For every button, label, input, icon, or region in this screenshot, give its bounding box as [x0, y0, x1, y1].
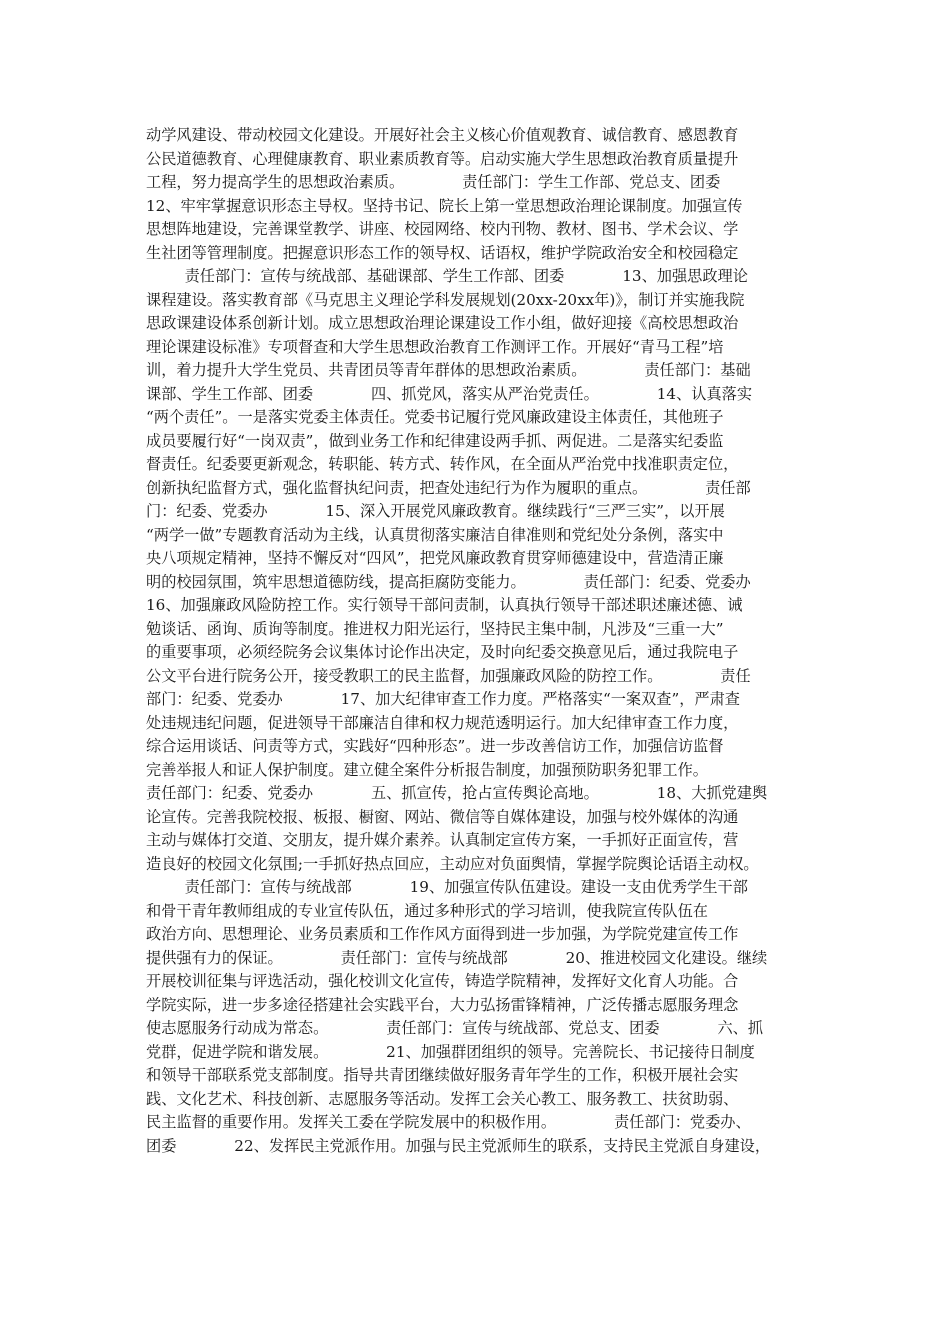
text-line: 政治方向、思想理论、业务员素质和工作作风方面得到进一步加强，为学院党建宣传工作 [146, 925, 739, 943]
text-line: “两学一做”专题教育活动为主线，认真贯彻落实廉洁自律准则和党纪处分条例，落实中 [146, 525, 724, 544]
text-line: 学院实际，进一步多途径搭建社会实践平台，大力弘扬雷锋精神，广泛传播志愿服务理念 [146, 995, 739, 1014]
text-line: 完善举报人和证人保护制度。建立健全案件分析报告制度，加强预防职务犯罪工作。 [146, 760, 708, 779]
text-line: 党群，促进学院和谐发展。 21、加强群团组织的领导。完善院长、书记接待日制度 [146, 1042, 755, 1061]
text-line: 课部、学生工作部、团委 四、抓党风，落实从严治党责任。 14、认真落实 [146, 384, 753, 403]
text-line: 开展校训征集与评选活动，强化校训文化宣传，铸造学院精神，发挥好文化育人功能。合 [146, 972, 739, 990]
body-text [146, 124, 826, 1158]
text-line: 的重要事项，必须经院务会议集体讨论作出决定，及时向纪委交换意见后，通过我院电子 [146, 643, 739, 661]
text-line: 门：纪委、党委办 15、深入开展党风廉政教育。继续践行“三严三实”，以开展 [146, 502, 725, 520]
text-line: 部门：纪委、党委办 17、加大纪律审查工作力度。严格落实“一案双查”，严肃查 [146, 690, 740, 708]
text-line: 责任部门：纪委、党委办 五、抓宣传，抢占宣传舆论高地。 18、大抓党建舆 [146, 784, 768, 802]
text-line: 思想阵地建设，完善课堂教学、讲座、校园网络、校内刊物、教材、图书、学术会议、学 [146, 220, 739, 238]
text-line: 动学风建设、带动校园文化建设。开展好社会主义核心价值观教育、诚信教育、感恩教育 [146, 126, 739, 144]
text-line: 责任部门：宣传与统战部 19、加强宣传队伍建设。建设一支由优秀学生干部 [146, 878, 748, 896]
text-line: 12、牢牢掌握意识形态主导权。坚持书记、院长上第一堂思想政治理论课制度。加强宣传 [146, 196, 743, 215]
text-line: 央八项规定精神，坚持不懈反对“四风”，把党风廉政教育贯穿师德建设中，营造清正廉 [146, 549, 724, 567]
text-line: 创新执纪监督方式，强化监督执纪问责，把查处违纪行为作为履职的重点。 责任部 [146, 478, 751, 497]
text-line: 和骨干青年教师组成的专业宣传队伍，通过多种形式的学习培训，使我院宣传队伍在 [146, 901, 708, 920]
text-line: 论宣传。完善我院校报、板报、橱窗、网站、微信等自媒体建设，加强与校外媒体的沟通 [146, 807, 739, 826]
text-line: 公民道德教育、心理健康教育、职业素质教育等。启动实施大学生思想政治教育质量提升 [146, 149, 739, 168]
text-line: 成员要履行好“一岗双责”，做到业务工作和纪律建设两手抓、两促进。二是落实纪委监 [146, 431, 724, 450]
text-line: 提供强有力的保证。 责任部门：宣传与统战部 20、推进校园文化建设。继续 [146, 948, 768, 967]
text-line: 处违规违纪问题，促进领导干部廉洁自律和权力规范透明运行。加大纪律审查工作力度， [146, 713, 739, 732]
text-line: 明的校园氛围，筑牢思想道德防线，提高拒腐防变能力。 责任部门：纪委、党委办 [146, 572, 751, 591]
text-line: 公文平台进行院务公开，接受教职工的民主监督，加强廉政风险的防控工作。 责任 [146, 666, 751, 685]
text-line: 课程建设。落实教育部《马克思主义理论学科发展规划(20xx-20xx年)》，制订并实施我院 [146, 290, 745, 309]
text-line: 训，着力提升大学生党员、共青团员等青年群体的思想政治素质。 责任部门：基础 [146, 361, 751, 379]
text-line: 工程，努力提高学生的思想政治素质。 责任部门：学生工作部、党总支、团委 [146, 173, 721, 191]
text-line: 勉谈话、函询、质询等制度。推进权力阳光运行，坚持民主集中制，凡涉及“三重一大” [146, 619, 724, 638]
text-line: 思政课建设体系创新计划。成立思想政治理论课建设工作小组，做好迎接《高校思想政治 [146, 314, 739, 332]
text-line: 民主监督的重要作用。发挥关工委在学院发展中的积极作用。 责任部门：党委办、 [146, 1113, 751, 1131]
text-line: 团委 22、发挥民主党派作用。加强与民主党派师生的联系，支持民主党派自身建设， [146, 1136, 771, 1155]
text-line: 使志愿服务行动成为常态。 责任部门：宣传与统战部、党总支、团委 六、抓 [146, 1019, 764, 1037]
text-line: 责任部门：宣传与统战部、基础课部、学生工作部、团委 13、加强思政理论 [146, 267, 748, 285]
text-line: 督责任。纪委要更新观念，转职能、转方式、转作风，在全面从严治党中找准职责定位， [146, 455, 739, 473]
text-line: 造良好的校园文化氛围;一手抓好热点回应，主动应对负面舆情，掌握学院舆论话语主动权。 [146, 854, 759, 873]
text-line: 和领导干部联系党支部制度。指导共青团继续做好服务青年学生的工作，积极开展社会实 [146, 1066, 739, 1084]
text-line: 践、文化艺术、科技创新、志愿服务等活动。发挥工会关心教工、服务教工、扶贫助弱、 [146, 1089, 739, 1108]
text-line: 理论课建设标准》专项督查和大学生思想政治教育工作测评工作。开展好“青马工程”培 [146, 337, 724, 356]
text-line: 主动与媒体打交道、交朋友，提升媒介素养。认真制定宣传方案，一手抓好正面宣传，营 [146, 831, 739, 849]
text-line: 16、加强廉政风险防控工作。实行领导干部问责制，认真执行领导干部述职述廉述德、诫 [146, 596, 743, 614]
text-line: 生社团等管理制度。把握意识形态工作的领导权、话语权，维护学院政治安全和校园稳定 [146, 243, 739, 262]
text-line: 综合运用谈话、问责等方式，实践好“四种形态”。进一步改善信访工作，加强信访监督 [146, 737, 724, 755]
text-line: “两个责任”。一是落实党委主体责任。党委书记履行党风廉政建设主体责任，其他班子 [146, 408, 724, 426]
